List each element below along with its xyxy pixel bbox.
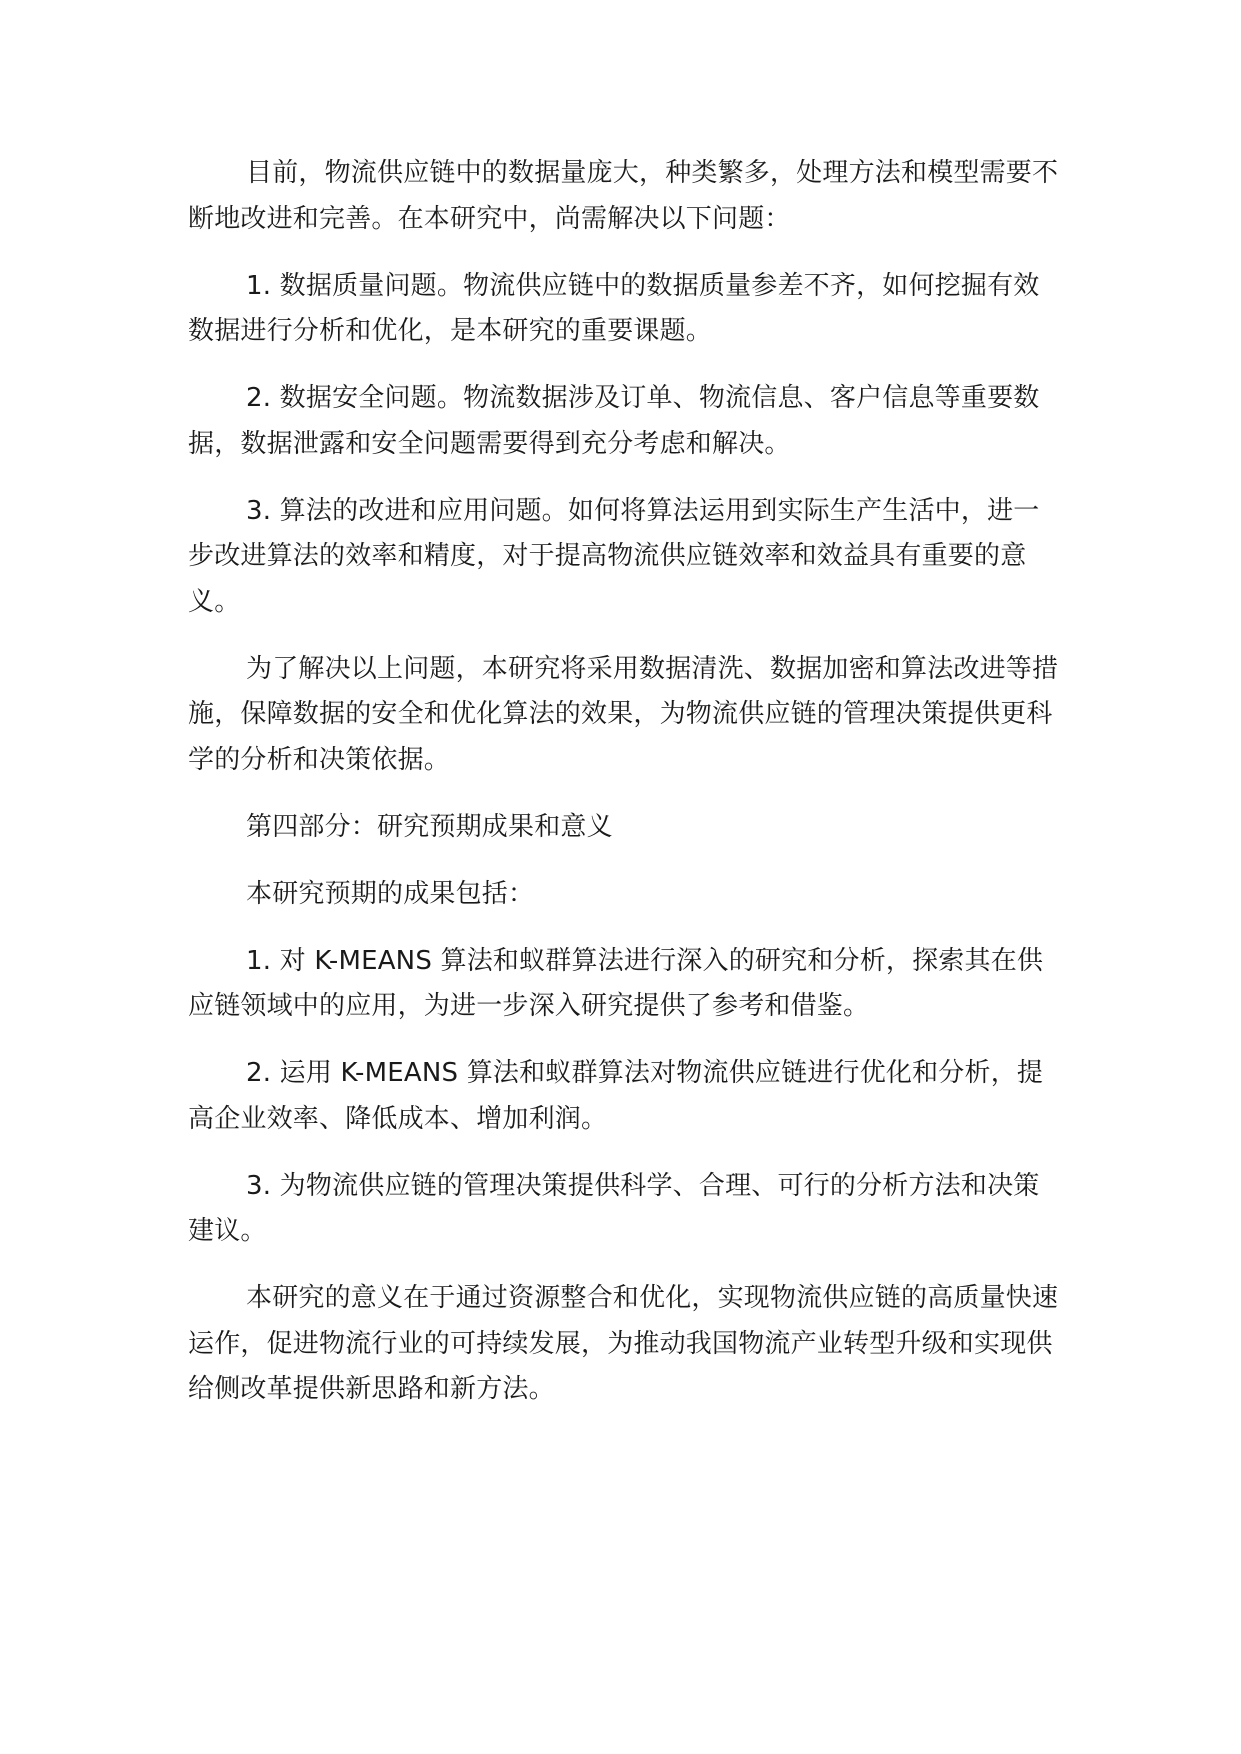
paragraph-issue-algorithm: 3. 算法的改进和应用问题。如何将算法运用到实际生产生活中，进一步改进算法的效率和精度，对于提高物流供应链效率和效益具有重要的意义。	[188, 495, 1040, 617]
paragraph-significance: 本研究的意义在于通过资源整合和优化，实现物流供应链的高质量快速运作，促进物流行业的可持续发展，为推动我国物流产业转型升级和实现供给侧改革提供新思路和新方法。	[188, 1283, 1059, 1404]
paragraph-intro: 目前，物流供应链中的数据量庞大，种类繁多，处理方法和模型需要不断地改进和完善。在本研究中，尚需解决以下问题：	[188, 158, 1059, 234]
paragraph-outcome-3: 3. 为物流供应链的管理决策提供科学、合理、可行的分析方法和决策建议。	[188, 1170, 1040, 1246]
paragraph-outcome-2: 2. 运用 K-MEANS 算法和蚁群算法对物流供应链进行优化和分析，提高企业效率、降低成本、增加利润。	[188, 1058, 1044, 1134]
paragraph-outcomes-intro: 本研究预期的成果包括：	[246, 878, 535, 909]
document-body	[188, 151, 1060, 1434]
paragraph-outcome-1: 1. 对 K-MEANS 算法和蚁群算法进行深入的研究和分析，探索其在供应链领域中的应用，为进一步深入研究提供了参考和借鉴。	[188, 945, 1044, 1021]
paragraph-issue-data-security: 2. 数据安全问题。物流数据涉及订单、物流信息、客户信息等重要数据，数据泄露和安全问题需要得到充分考虑和解决。	[188, 383, 1040, 459]
paragraph-issue-data-quality: 1. 数据质量问题。物流供应链中的数据质量参差不齐，如何挖掘有效数据进行分析和优化，是本研究的重要课题。	[188, 270, 1040, 346]
paragraph-solutions: 为了解决以上问题，本研究将采用数据清洗、数据加密和算法改进等措施，保障数据的安全和优化算法的效果，为物流供应链的管理决策提供更科学的分析和决策依据。	[188, 653, 1059, 775]
section-heading-part-four: 第四部分：研究预期成果和意义	[246, 811, 613, 842]
